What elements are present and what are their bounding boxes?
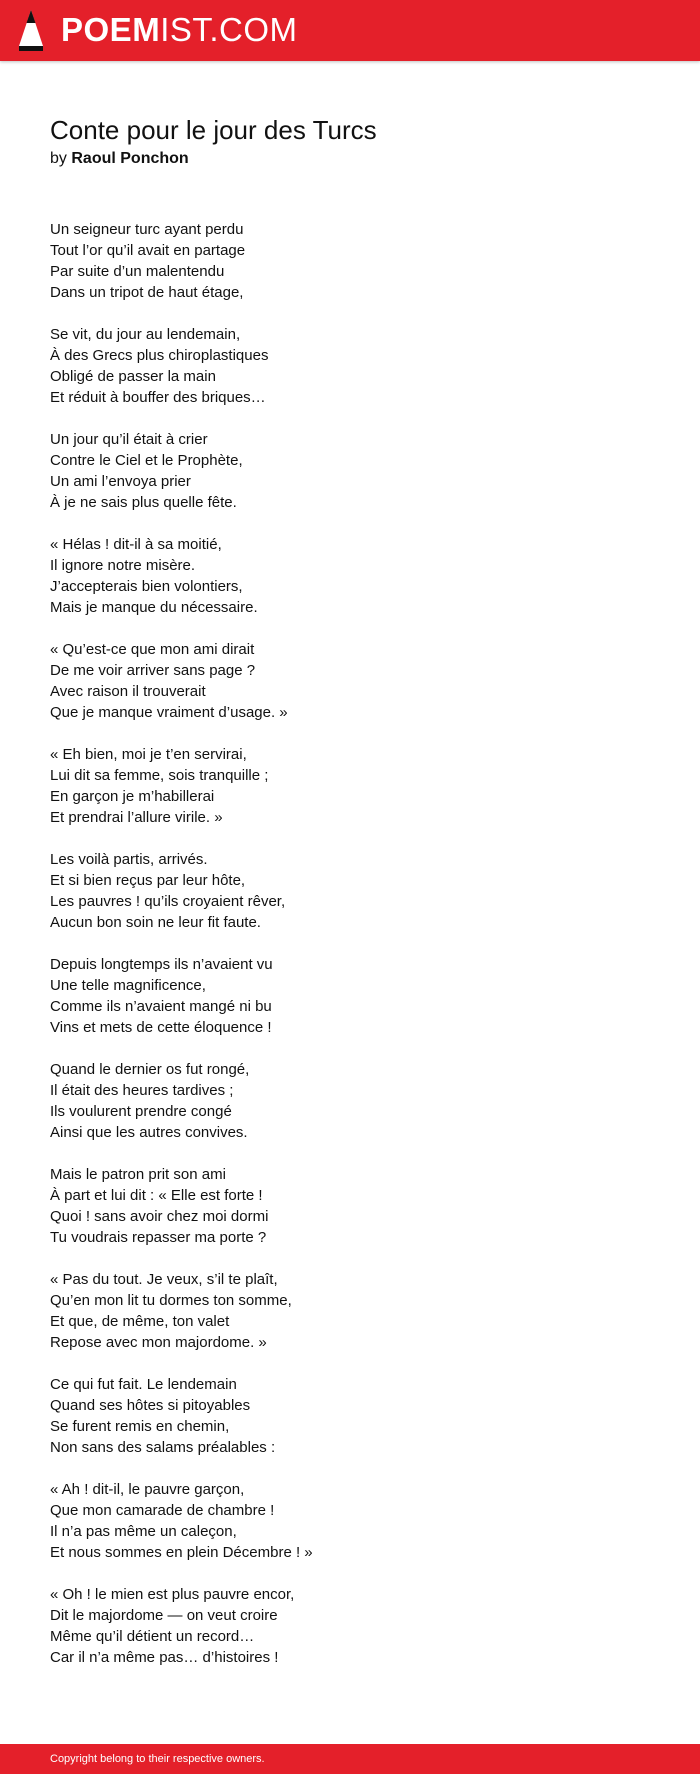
poem-stanza	[50, 534, 650, 618]
poem-line: Il était des heures tardives ;	[50, 1082, 234, 1099]
pencil-tip-icon[interactable]	[18, 8, 44, 52]
poem-line: Avec raison il trouverait	[50, 683, 206, 700]
poem-line: Que je manque vraiment d’usage. »	[50, 704, 288, 721]
poem-line: Un jour qu’il était à crier	[50, 431, 208, 448]
poem-line: Qu’en mon lit tu dormes ton somme,	[50, 1292, 292, 1309]
site-logo[interactable]	[61, 10, 298, 50]
poem-line: Non sans des salams préalables :	[50, 1439, 276, 1456]
poem-line: Comme ils n’avaient mangé ni bu	[50, 998, 272, 1015]
poem-line: Dit le majordome — on veut croire	[50, 1607, 278, 1624]
poem-line: Aucun bon soin ne leur fit faute.	[50, 914, 261, 931]
poem-line: Ils voulurent prendre congé	[50, 1103, 232, 1120]
poem-line: Les voilà partis, arrivés.	[50, 851, 208, 868]
poem-stanza	[50, 639, 650, 723]
poem-stanza	[50, 1374, 650, 1458]
poem-line: Tout l’or qu’il avait en partage	[50, 242, 246, 259]
poem-line: Il ignore notre misère.	[50, 557, 196, 574]
poem-line: Car il n’a même pas… d’histoires !	[50, 1649, 279, 1666]
poem-author[interactable]: Raoul Ponchon	[71, 150, 189, 167]
poem-line: « Oh ! le mien est plus pauvre encor,	[50, 1586, 295, 1603]
poem-line: Un seigneur turc ayant perdu	[50, 221, 244, 238]
poem-line: Et prendrai l’allure virile. »	[50, 809, 223, 826]
poem-line: Lui dit sa femme, sois tranquille ;	[50, 767, 269, 784]
poem-stanza	[50, 744, 650, 828]
poem-line: « Pas du tout. Je veux, s’il te plaît,	[50, 1271, 278, 1288]
poem-line: Ainsi que les autres convives.	[50, 1124, 248, 1141]
poem-line: « Ah ! dit-il, le pauvre garçon,	[50, 1481, 245, 1498]
poem-line: Tu voudrais repasser ma porte ?	[50, 1229, 267, 1246]
poem-line: « Qu’est-ce que mon ami dirait	[50, 641, 255, 658]
poem-line: Quoi ! sans avoir chez moi dormi	[50, 1208, 269, 1225]
poem-line: Et si bien reçus par leur hôte,	[50, 872, 246, 889]
poem-line: Se vit, du jour au lendemain,	[50, 326, 241, 343]
poem-line: En garçon je m’habillerai	[50, 788, 215, 805]
poem-stanza	[50, 429, 650, 513]
poem-byline	[50, 148, 189, 170]
poem-line: Mais je manque du nécessaire.	[50, 599, 258, 616]
poem-stanza	[50, 954, 650, 1038]
poem-line: Même qu’il détient un record…	[50, 1628, 255, 1645]
poem-stanza	[50, 219, 650, 303]
poem-line: Obligé de passer la main	[50, 368, 216, 385]
poem-line: « Hélas ! dit-il à sa moitié,	[50, 536, 222, 553]
poem-stanza	[50, 324, 650, 408]
poem-line: Un ami l’envoya prier	[50, 473, 191, 490]
poem-line: Mais le patron prit son ami	[50, 1166, 226, 1183]
poem-stanza	[50, 1479, 650, 1563]
poem-line: À je ne sais plus quelle fête.	[50, 494, 237, 511]
site-header	[0, 0, 700, 61]
poem-line: Et réduit à bouffer des briques…	[50, 389, 266, 406]
poem-line: J’accepterais bien volontiers,	[50, 578, 243, 595]
poem-line: Vins et mets de cette éloquence !	[50, 1019, 272, 1036]
poem-line: De me voir arriver sans page ?	[50, 662, 256, 679]
by-label: by	[50, 150, 67, 167]
poem-title: Conte pour le jour des Turcs	[50, 115, 377, 145]
poem-line: Et que, de même, ton valet	[50, 1313, 230, 1330]
poem-line: Dans un tripot de haut étage,	[50, 284, 244, 301]
poem-stanza	[50, 849, 650, 933]
poem-line: Repose avec mon majordome. »	[50, 1334, 267, 1351]
poem-line: Il n’a pas même un caleçon,	[50, 1523, 237, 1540]
logo-light-text: IST.COM	[160, 11, 298, 48]
poem-line: Se furent remis en chemin,	[50, 1418, 230, 1435]
poem-line: Et nous sommes en plein Décembre ! »	[50, 1544, 313, 1561]
poem-line: Quand le dernier os fut rongé,	[50, 1061, 250, 1078]
poem-stanza	[50, 1059, 650, 1143]
logo-bold-text: POEM	[61, 11, 161, 48]
poem-line: Les pauvres ! qu’ils croyaient rêver,	[50, 893, 286, 910]
poem-stanza	[50, 1164, 650, 1248]
poem-line: Contre le Ciel et le Prophète,	[50, 452, 243, 469]
poem-body	[50, 219, 650, 1689]
site-footer	[0, 1744, 700, 1774]
poem-line: À part et lui dit : « Elle est forte !	[50, 1187, 263, 1204]
poem-line: À des Grecs plus chiroplastiques	[50, 347, 269, 364]
poem-stanza	[50, 1269, 650, 1353]
poem-line: Une telle magnificence,	[50, 977, 206, 994]
poem-stanza	[50, 1584, 650, 1668]
poem-line: Par suite d’un malentendu	[50, 263, 225, 280]
poem-line: « Eh bien, moi je t’en servirai,	[50, 746, 247, 763]
poem-line: Que mon camarade de chambre !	[50, 1502, 275, 1519]
poem-line: Ce qui fut fait. Le lendemain	[50, 1376, 237, 1393]
poem-line: Depuis longtemps ils n’avaient vu	[50, 956, 273, 973]
copyright-notice: Copyright belong to their respective owners.	[50, 1753, 265, 1765]
poem-line: Quand ses hôtes si pitoyables	[50, 1397, 251, 1414]
